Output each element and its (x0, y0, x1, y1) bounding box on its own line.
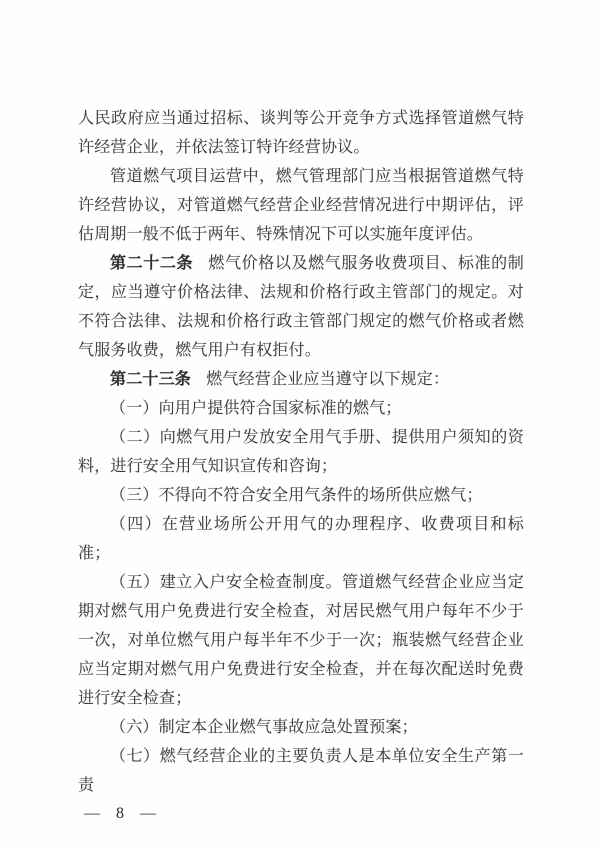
paragraph-text: （七）燃气经营企业的主要负责人是本单位安全生产第一责 (78, 748, 524, 794)
paragraph (78, 510, 524, 568)
article-number: 第二十二条 (110, 255, 194, 272)
paragraph (78, 423, 524, 481)
paragraph-text: 燃气经营企业应当遵守以下规定： (206, 371, 450, 388)
paragraph (78, 394, 524, 423)
paragraph (78, 104, 524, 162)
paragraph-text: （三）不得向不符合安全用气条件的场所供应燃气； (110, 487, 483, 504)
paragraph (78, 481, 524, 510)
page-number: — 8 — (84, 805, 157, 822)
page-content (78, 104, 524, 800)
paragraph-text: 人民政府应当通过招标、谈判等公开竞争方式选择管道燃气特许经营企业，并依法签订特许经营协议。 (78, 110, 524, 156)
paragraph (78, 568, 524, 713)
paragraph-text: （二）向燃气用户发放安全用气手册、提供用户须知的资料，进行安全用气知识宣传和咨询； (78, 429, 524, 475)
paragraph-text: 管道燃气项目运营中，燃气管理部门应当根据管道燃气特许经营协议，对管道燃气经营企业经营情况进行中期评估，评估周期一般不低于两年、特殊情况下可以实施年度评估。 (78, 168, 524, 243)
article-number: 第二十三条 (110, 371, 192, 388)
paragraph-text: （四）在营业场所公开用气的办理程序、收费项目和标准； (78, 516, 524, 562)
paragraph-text: （五）建立入户安全检查制度。管道燃气经营企业应当定期对燃气用户免费进行安全检查，对居民燃气用户每年不少于一次，对单位燃气用户每半年不少于一次；瓶装燃气经营企业应当定期对燃气用户免费进行安全检查，并在每次配送时免费进行安全检查； (78, 574, 524, 707)
paragraph-text: （一）向用户提供符合国家标准的燃气； (110, 400, 402, 417)
paragraph (78, 249, 524, 365)
paragraph-text: （六）制定本企业燃气事故应急处置预案； (110, 719, 418, 736)
paragraph (78, 742, 524, 800)
paragraph-text: 燃气价格以及燃气服务收费项目、标准的制定，应当遵守价格法律、法规和价格行政主管部门的规定。对不符合法律、法规和价格行政主管部门规定的燃气价格或者燃气服务收费，燃气用户有权拒付。 (78, 255, 524, 359)
paragraph (78, 365, 524, 394)
paragraph (78, 162, 524, 249)
paragraph (78, 713, 524, 742)
